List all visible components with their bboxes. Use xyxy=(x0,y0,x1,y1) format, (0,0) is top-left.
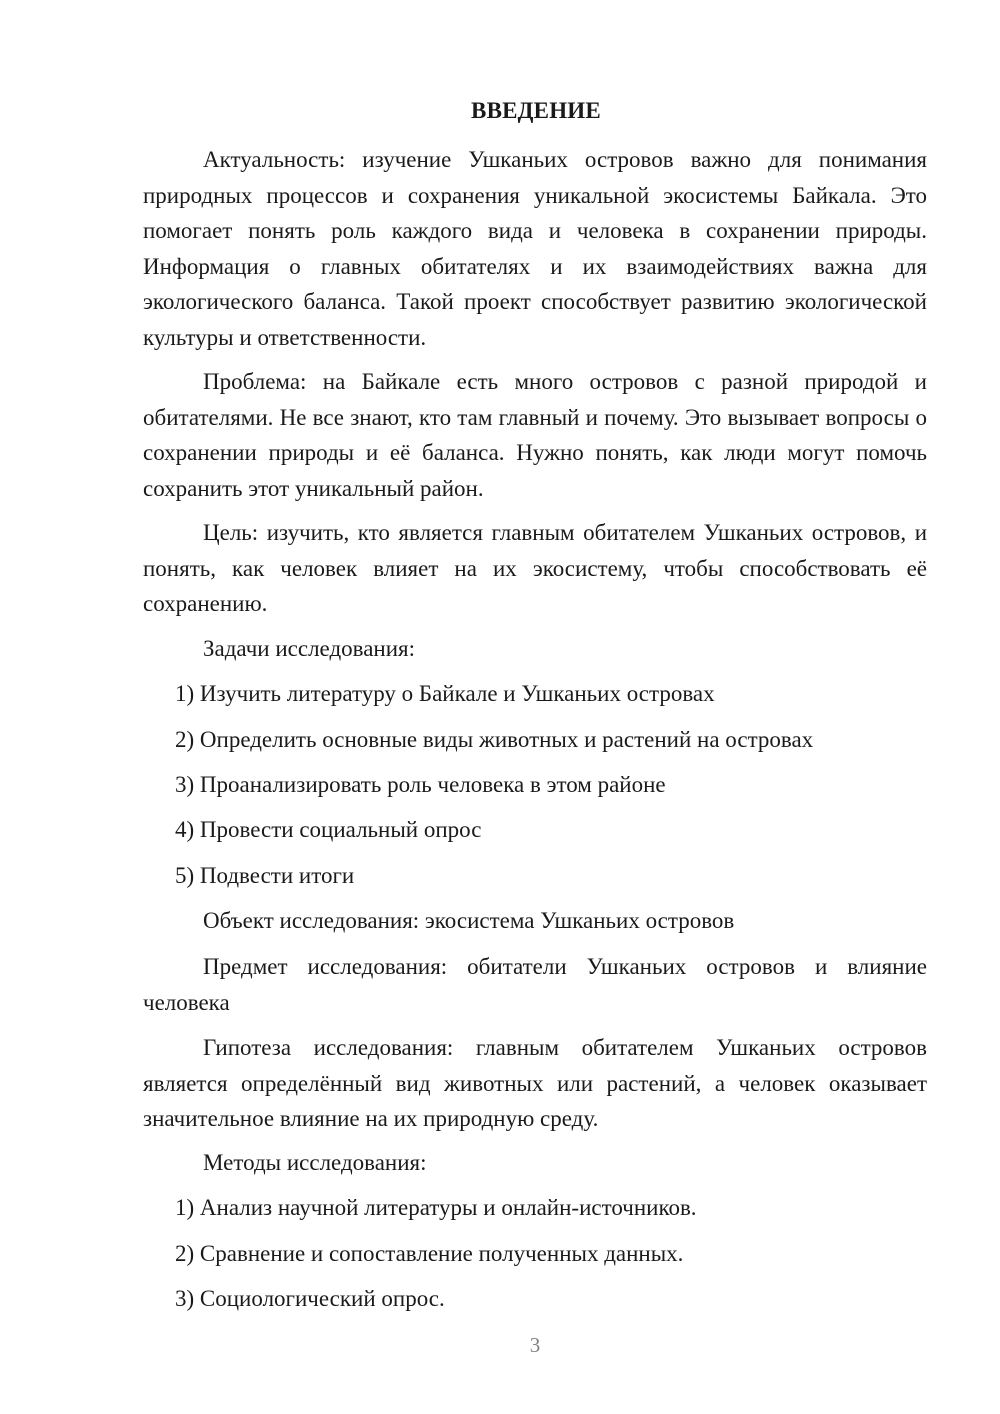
list-item: 1) Анализ научной литературы и онлайн-источников. xyxy=(175,1195,697,1220)
list-item: 4) Провести социальный опрос xyxy=(175,817,482,842)
list-item: 3) Проанализировать роль человека в этом районе xyxy=(175,772,666,797)
subject-paragraph: Предмет исследования: обитатели Ушканьих островов и влияние человека xyxy=(143,954,927,1015)
goal-paragraph: Цель: изучить, кто является главным обитателем Ушканьих островов, и понять, как человек влияет на их экосистему, чтобы способствовать её сохранению. xyxy=(143,520,927,616)
page-title: ВВЕДЕНИЕ xyxy=(471,98,601,123)
page-number: 3 xyxy=(529,1333,541,1357)
list-item: 5) Подвести итоги xyxy=(175,863,355,888)
list-item: 3) Социологический опрос. xyxy=(175,1286,445,1311)
list-item: 2) Сравнение и сопоставление полученных данных. xyxy=(175,1241,684,1266)
methods-heading: Методы исследования: xyxy=(203,1150,427,1175)
relevance-paragraph: Актуальность: изучение Ушканьих островов важно для понимания природных процессов и сохранения уникальной экосистемы Байкала. Это помогает понять роль каждого вида и человека в сохранении природы. Информация о главных обитателях и их взаимодействиях важна для экологического баланса. Такой проект способствует развитию экологической культуры и ответственности. xyxy=(143,147,927,350)
list-item: 2) Определить основные виды животных и растений на островах xyxy=(175,727,814,752)
tasks-heading: Задачи исследования: xyxy=(203,636,416,661)
object-line: Объект исследования: экосистема Ушканьих островов xyxy=(203,908,735,933)
problem-paragraph: Проблема: на Байкале есть много островов с разной природой и обитателями. Не все знают, кто там главный и почему. Это вызывает вопросы о сохранении природы и её баланса. Нужно понять, как люди могут помочь сохранить этот уникальный район. xyxy=(143,369,927,501)
list-item: 1) Изучить литературу о Байкале и Ушканьих островах xyxy=(175,681,715,706)
hypothesis-paragraph: Гипотеза исследования: главным обитателем Ушканьих островов является определённый вид животных или растений, а человек оказывает значительное влияние на их природную среду. xyxy=(143,1035,927,1131)
